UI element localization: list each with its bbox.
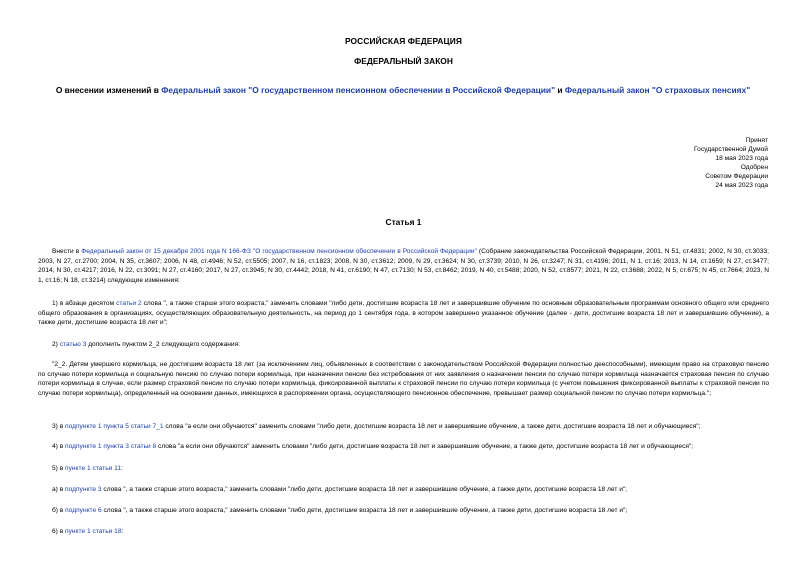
- approved-label: Одобрен: [740, 164, 768, 172]
- item-1-link[interactable]: статьи 2: [116, 300, 142, 307]
- item-4: 4) в подпункте 1 пункта 3 статьи 8 слова "а если они обучаются" заменить словами "либо дети, достигшие возраста 18 лет и завершившие обучение, а также дети, достигшие возраста 18 лет и обучающиеся";: [52, 443, 694, 450]
- country-heading: РОССИЙСКАЯ ФЕДЕРАЦИЯ: [344, 36, 463, 46]
- accepted-date: 18 мая 2023 года: [715, 155, 768, 163]
- item-5b: б) в подпункте 6 слова ", а также старше этого возраста," заменить словами "либо дети, достигшие возраста 18 лет и завершившие обучение, а также дети, достигшие возраста 18 лет и";: [52, 507, 628, 514]
- title-middle: и: [555, 85, 565, 95]
- item-3: 3) в подпункте 1 пункта 5 статьи 7_1 слова "а если они обучаются" заменить словами "либо дети, достигшие возраста 18 лет и завершившие обучение, а также дети, достигшие возраста 18 лет и обучающиеся";: [52, 423, 701, 430]
- article-heading: Статья 1: [385, 217, 422, 227]
- law-title: [44, 85, 762, 96]
- item-2: 2) статью 3 дополнить пунктом 2_2 следующего содержания:: [52, 341, 240, 348]
- approved-by: Советом Федерации: [705, 173, 768, 181]
- item-5-link[interactable]: пункте 1 статьи 11: [65, 465, 122, 472]
- approved-date: 24 мая 2023 года: [715, 182, 768, 190]
- accepted-by: Государственной Думой: [694, 146, 768, 154]
- accepted-label: Принят: [745, 137, 768, 144]
- item-2-link[interactable]: статью 3: [59, 341, 87, 348]
- item-3-link[interactable]: подпункте 1 пункта 5 статьи 7_1: [65, 423, 164, 430]
- item-5b-link[interactable]: подпункте 6: [65, 507, 102, 514]
- item-6-link[interactable]: пункте 1 статьи 18: [65, 528, 122, 535]
- doc-type-heading: ФЕДЕРАЛЬНЫЙ ЗАКОН: [354, 56, 453, 66]
- title-link-insurance-pensions-law[interactable]: Федеральный закон "О страховых пенсиях": [564, 85, 751, 95]
- item-1: 1) в абзаце десятом статьи 2 слова ", а также старше этого возраста," заменить словами "либо дети, достигшие возраста 18 лет и завершившие обучение по основным образовательным программам основного общего или среднего общего образования в организациях, осуществляющих образовательную деятельность, на период до 1 сентября года, в котором завершено указанное обучение (далее - дети, достигшие возраста 18 лет и завершившие обучение), а также дети, достигшие возраста 18 лет и";: [38, 300, 769, 327]
- intro-paragraph: Внести в Федеральный закон от 15 декабря 2001 года N 166-ФЗ "О государственном пенсионном обеспечении в Российской Федерации" (Собрание законодательства Российской Федерации, 2001, N 51, ст.4831; 2002, N 30, ст.3033; 2003, N 27, ст.2700; 2004, N 35, ст.3607; 2006, N 48, ст.4946; N 52, ст.5505; 2007, N 16, ст.1823; 2008, N 30, ст.3612; 2009, N 29, ст.3624; N 30, ст.3739; 2010, N 26, ст.3247; N 31, ст.4196; 2011, N 1, ст.16; 2013, N 14, ст.1659; N 27, ст.3477; 2014, N 30, ст.4217; 2016, N 22, ст.3091; N 27, ст.4160; 2017, N 27, ст.3945; N 30, ст.4442; 2018, N 41, ст.6190; N 47, ст.7130; N 53, ст.8462; 2019, N 40, ст.5488; 2020, N 52, ст.8577; 2021, N 22, ст.3688; 2022, N 5, ст.675; N 45, ст.7664; 2023, N 1, ст.16; N 18, ст.3214) следующие изменения:: [38, 248, 770, 284]
- item-5: 5) в пункте 1 статьи 11:: [52, 465, 123, 472]
- item-5a-link[interactable]: подпункте 3: [65, 486, 102, 493]
- item-4-link[interactable]: подпункте 1 пункта 3 статьи 8: [65, 443, 157, 450]
- item-5a: а) в подпункте 3 слова ", а также старше этого возраста," заменить словами "либо дети, достигшие возраста 18 лет и завершившие обучение, а также дети, достигшие возраста 18 лет и";: [52, 486, 628, 493]
- item-2-quote: "2_2. Детям умершего кормильца, не достигшим возраста 18 лет (за исключением лиц, объявленных в соответствии с законодательством Российской Федерации полностью дееспособными), имеющим право на страховую пенсию по случаю потери кормильца и социальную пенсию по случаю потери кормильца, при назначении пенсии без истребования от них заявления о назначении пенсии по случаю потери кормильца назначается страховая пенсия по случаю потери кормильца в случае, если размер страховой пенсии по случаю потери кормильца, фиксированной выплаты к страховой пенсии по случаю потери кормильца (с учетом повышения фиксированной выплаты к страховой пенсии по случаю потери кормильца), определенный на основании данных, имеющихся в распоряжении органа, осуществляющего пенсионное обеспечение, превышает размер социальной пенсии по случаю потери кормильца.";: [38, 361, 769, 397]
- title-prefix: О внесении изменений в: [55, 85, 162, 95]
- adoption-block: [694, 136, 768, 191]
- item-6: 6) в пункте 1 статьи 18:: [52, 528, 124, 535]
- title-link-pension-provision-law[interactable]: Федеральный закон "О государственном пенсионном обеспечении в Российской Федерации": [161, 85, 556, 95]
- intro-law-link[interactable]: Федеральный закон от 15 декабря 2001 года N 166-ФЗ "О государственном пенсионном обеспечении в Российской Федерации": [81, 248, 477, 255]
